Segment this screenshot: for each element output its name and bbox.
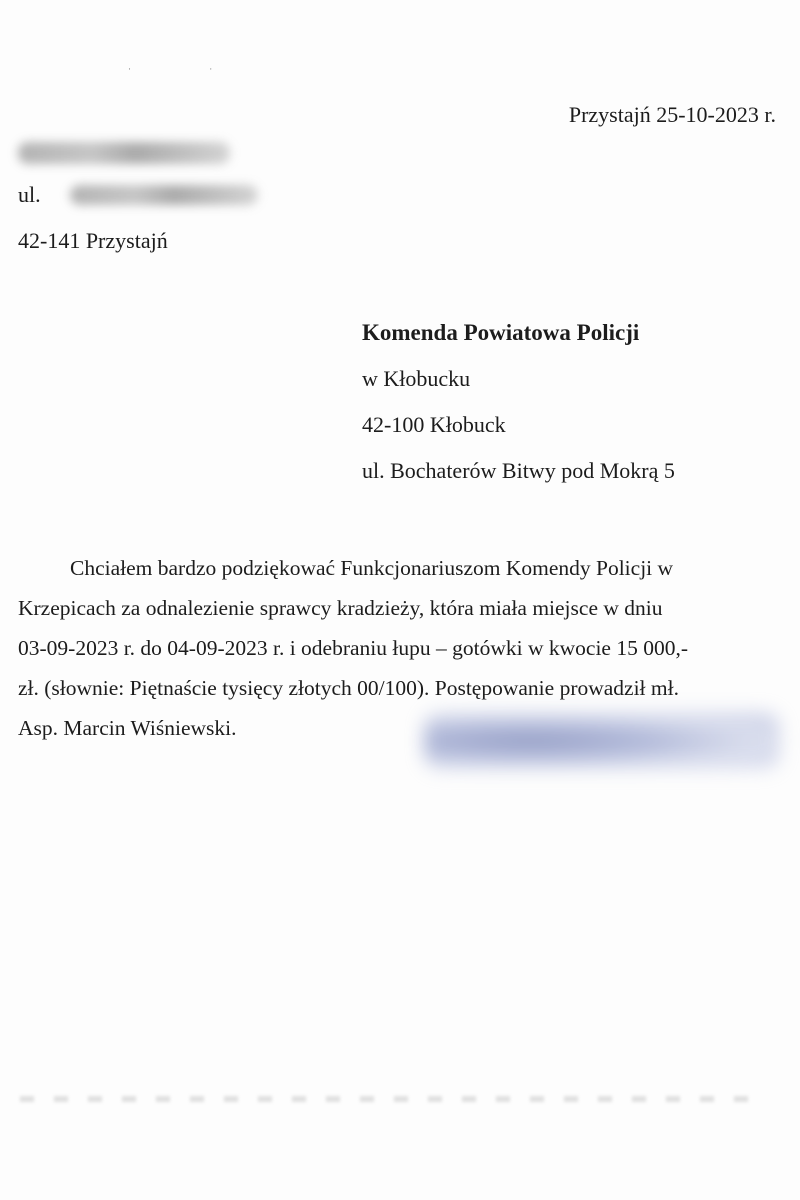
body-line: 03-09-2023 r. do 04-09-2023 r. i odebraniu łupu – gotówki w kwocie 15 000,-	[18, 636, 688, 660]
sender-street-prefix: ul.	[18, 182, 41, 207]
sender-postal-city: 42-141 Przystajń	[18, 228, 168, 253]
scan-footer-artifact	[20, 1096, 760, 1102]
scan-artifact: · ·	[128, 64, 251, 74]
body-line: Chciałem bardzo podziękować Funkcjonariuszom Komendy Policji w	[70, 556, 674, 580]
body-line: Krzepicach za odnalezienie sprawcy kradzieży, która miała miejsce w dniu	[18, 596, 663, 620]
recipient-address-block	[362, 318, 675, 502]
date-line: Przystajń 25-10-2023 r.	[568, 102, 776, 127]
body-line: zł. (słownie: Piętnaście tysięcy złotych 00/100). Postępowanie prowadził mł.	[18, 676, 679, 700]
recipient-name: Komenda Powiatowa Policji	[362, 320, 640, 345]
body-line: Asp. Marcin Wiśniewski.	[18, 716, 237, 740]
redacted-sender-name	[18, 142, 230, 164]
recipient-location: w Kłobucku	[362, 366, 471, 391]
recipient-street: ul. Bochaterów Bitwy pod Mokrą 5	[362, 458, 675, 483]
redacted-signature	[424, 712, 780, 770]
redacted-sender-street	[70, 185, 258, 205]
recipient-postal-city: 42-100 Kłobuck	[362, 412, 506, 437]
